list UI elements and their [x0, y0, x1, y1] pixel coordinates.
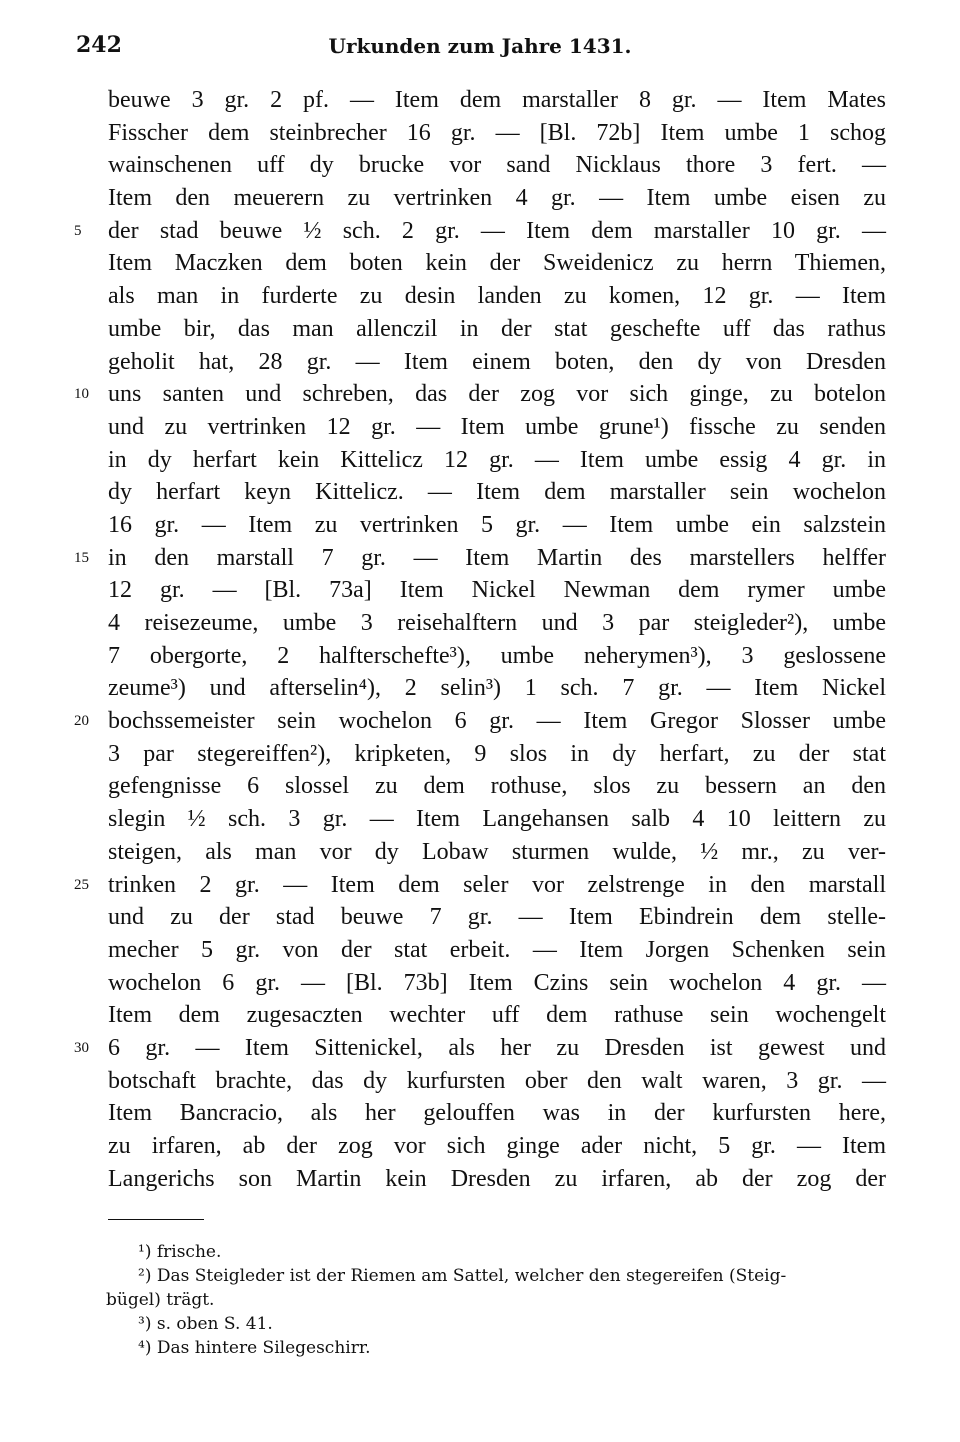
line-text: Item Maczken dem boten kein der Sweidenicz zu herrn Thiemen, — [108, 250, 886, 277]
line-text: 7 obergorte, 2 halfterschefte³), umbe neherymen³), 3 geslossene — [108, 642, 886, 669]
line-text: der stad beuwe ½ sch. 2 gr. — Item dem marstaller 10 gr. — — [108, 217, 886, 244]
line-text: wochelon 6 gr. — [Bl. 73b] Item Czins sein wochelon 4 gr. — — [108, 969, 886, 996]
line-text: mecher 5 gr. von der stat erbeit. — Item Jorgen Schenken sein — [108, 936, 886, 963]
line-text: 6 gr. — Item Sittenickel, als her zu Dresden ist gewest und — [108, 1034, 886, 1061]
page-header — [76, 32, 884, 66]
line-number: 5 — [74, 222, 82, 239]
text-line — [108, 999, 886, 1032]
footnote: bügel) trägt. — [106, 1290, 215, 1310]
text-line — [74, 542, 886, 575]
line-text: Item dem zugesaczten wechter uff dem rathuse sein wochengelt — [108, 1002, 886, 1029]
text-line — [108, 476, 886, 509]
text-line — [108, 84, 886, 117]
line-text: uns santen und schreben, das der zog vor sich ginge, zu botelon — [108, 381, 886, 408]
line-text: zeume³) und afterselin⁴), 2 selin³) 1 sch. 7 gr. — Item Nickel — [108, 675, 886, 702]
text-line — [108, 672, 886, 705]
text-line — [108, 901, 886, 934]
text-line — [108, 1097, 886, 1130]
line-text: bochssemeister sein wochelon 6 gr. — Item Gregor Slosser umbe — [108, 708, 886, 735]
line-text: dy herfart keyn Kittelicz. — Item dem marstaller sein wochelon — [108, 479, 886, 506]
line-text: Langerichs son Martin kein Dresden zu irfaren, ab der zog der — [108, 1165, 886, 1192]
footnote: ¹) frische. — [138, 1242, 222, 1262]
text-line — [108, 607, 886, 640]
line-text: umbe bir, das man allenczil in der stat geschefte uff das rathus — [108, 315, 886, 342]
line-text: 12 gr. — [Bl. 73a] Item Nickel Newman dem rymer umbe — [108, 577, 886, 604]
text-line — [74, 1032, 886, 1065]
line-text: und zu der stad beuwe 7 gr. — Item Ebindrein dem stelle- — [108, 904, 886, 931]
text-line — [108, 1163, 886, 1196]
line-text: 3 par stegereiffen²), kripketen, 9 slos in dy herfart, zu der stat — [108, 740, 886, 767]
line-text: trinken 2 gr. — Item dem seler vor zelstrenge in den marstall — [108, 871, 886, 898]
footnote-separator — [108, 1219, 204, 1220]
line-text: 16 gr. — Item zu vertrinken 5 gr. — Item umbe ein salzstein — [108, 511, 886, 538]
line-number: 15 — [74, 549, 89, 566]
text-line — [108, 934, 886, 967]
footnote: ³) s. oben S. 41. — [138, 1314, 273, 1334]
text-line — [74, 705, 886, 738]
running-title: Urkunden zum Jahre 1431. — [328, 34, 632, 58]
page-number: 242 — [76, 32, 122, 58]
footnotes — [108, 1240, 886, 1360]
line-number: 10 — [74, 386, 89, 403]
line-number: 20 — [74, 713, 89, 730]
line-text: in dy herfart kein Kittelicz 12 gr. — Item umbe essig 4 gr. in — [108, 446, 886, 473]
text-line — [108, 509, 886, 542]
line-text: 4 reisezeume, umbe 3 reisehalftern und 3 par steigleder²), umbe — [108, 610, 886, 636]
text-line — [108, 770, 886, 803]
text-line — [74, 869, 886, 902]
text-line — [74, 215, 886, 248]
text-line — [108, 574, 886, 607]
line-text: und zu vertrinken 12 gr. — Item umbe grune¹) fissche zu senden — [108, 413, 886, 440]
text-line — [108, 346, 886, 379]
text-line — [108, 247, 886, 280]
text-line — [108, 313, 886, 346]
line-text: steigen, als man vor dy Lobaw sturmen wulde, ½ mr., zu ver- — [108, 838, 886, 865]
text-line — [108, 836, 886, 869]
text-line — [108, 967, 886, 1000]
line-text: gefengnisse 6 slossel zu dem rothuse, slos zu bessern an den — [108, 773, 886, 800]
text-line — [108, 117, 886, 150]
body-text — [74, 84, 886, 1195]
text-line — [108, 1065, 886, 1098]
line-text: botschaft brachte, das dy kurfursten ober den walt waren, 3 gr. — — [108, 1067, 886, 1094]
line-text: Item den meuerern zu vertrinken 4 gr. — Item umbe eisen zu — [108, 185, 886, 212]
line-text: als man in furderte zu desin landen zu komen, 12 gr. — Item — [108, 283, 886, 310]
text-line — [74, 378, 886, 411]
text-line — [108, 1130, 886, 1163]
line-number: 30 — [74, 1039, 89, 1056]
line-text: zu irfaren, ab der zog vor sich ginge ader nicht, 5 gr. — Item — [108, 1133, 886, 1159]
footnote: ²) Das Steigleder ist der Riemen am Sattel, welcher den stegereifen (Steig- — [138, 1266, 787, 1286]
text-line — [108, 803, 886, 836]
text-line — [108, 280, 886, 313]
line-text: beuwe 3 gr. 2 pf. — Item dem marstaller 8 gr. — Item Mates — [108, 87, 886, 113]
line-text: Fisscher dem steinbrecher 16 gr. — [Bl. 72b] Item umbe 1 schog — [108, 119, 886, 146]
text-line — [108, 182, 886, 215]
text-line — [108, 640, 886, 673]
line-text: Item Bancracio, als her gelouffen was in der kurfursten here, — [108, 1100, 886, 1127]
line-text: wainschenen uff dy brucke vor sand Nicklaus thore 3 fert. — — [108, 152, 886, 179]
line-text: geholit hat, 28 gr. — Item einem boten, den dy von Dresden — [108, 348, 886, 375]
line-text: slegin ½ sch. 3 gr. — Item Langehansen salb 4 10 leittern zu — [108, 806, 886, 833]
text-line — [108, 738, 886, 771]
line-number: 25 — [74, 876, 89, 893]
text-line — [108, 149, 886, 182]
line-text: in den marstall 7 gr. — Item Martin des marstellers helffer — [108, 544, 886, 571]
text-line — [108, 444, 886, 477]
footnote: ⁴) Das hintere Silegeschirr. — [138, 1338, 371, 1358]
text-line — [108, 411, 886, 444]
